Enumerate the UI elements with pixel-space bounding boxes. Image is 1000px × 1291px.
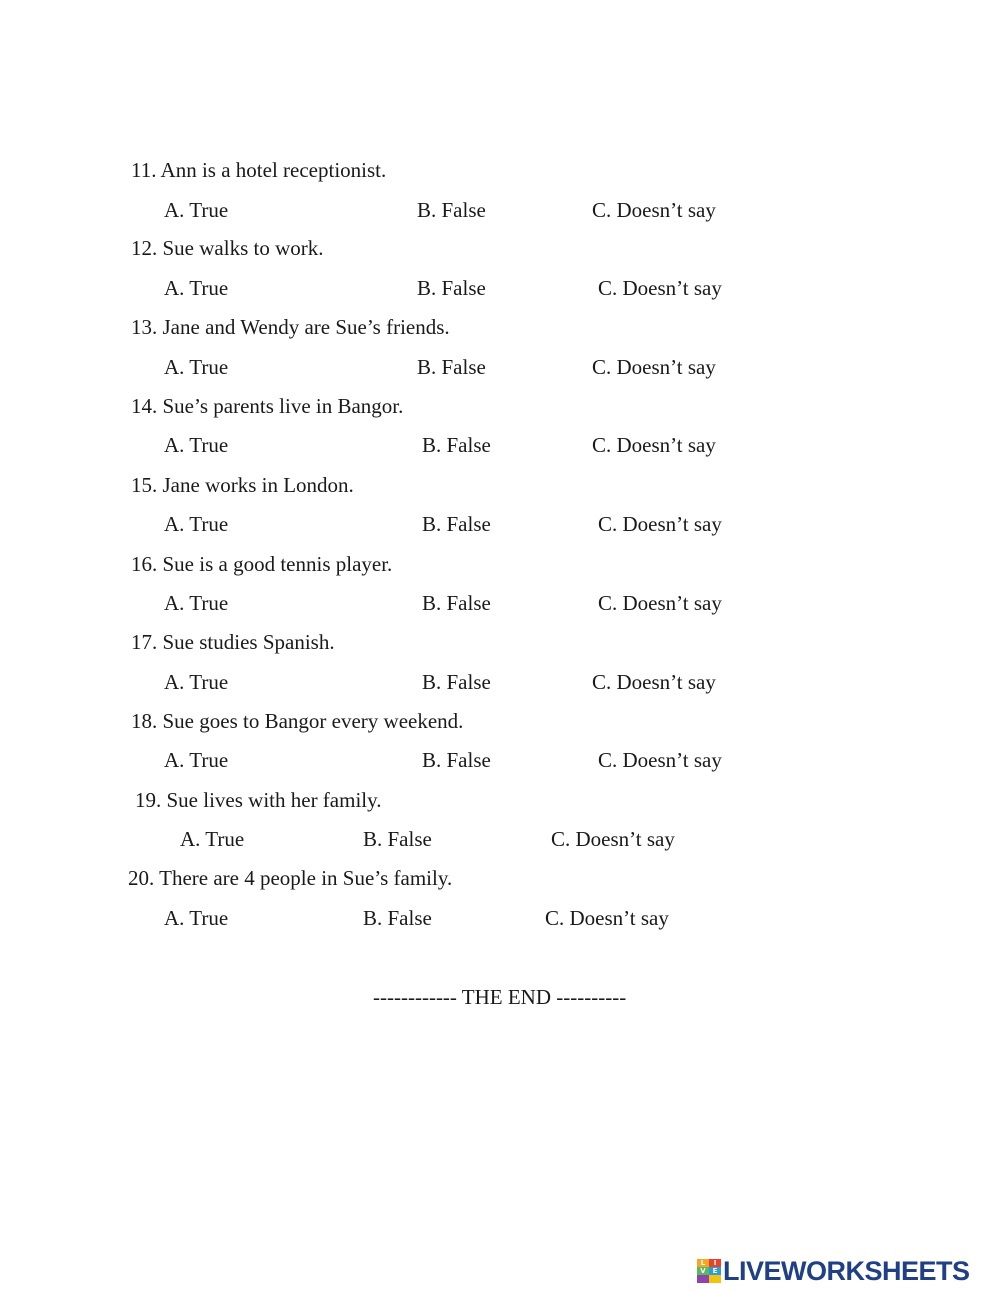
question-11-text: 11. Ann is a hotel receptionist.: [131, 158, 387, 182]
question-14-text: 14. Sue’s parents live in Bangor.: [131, 394, 404, 418]
end-marker: ------------ THE END ----------: [373, 985, 627, 1009]
question-20-option-a[interactable]: A. True: [164, 906, 229, 930]
question-15-option-a[interactable]: A. True: [164, 512, 229, 536]
question-17-option-b[interactable]: B. False: [422, 670, 491, 694]
question-16-option-c[interactable]: C. Doesn’t say: [598, 591, 722, 615]
question-18-text: 18. Sue goes to Bangor every weekend.: [131, 709, 464, 733]
question-13-option-c[interactable]: C. Doesn’t say: [592, 355, 716, 379]
question-15-option-c[interactable]: C. Doesn’t say: [598, 512, 722, 536]
question-15-text: 15. Jane works in London.: [131, 473, 354, 497]
question-13-option-a[interactable]: A. True: [164, 355, 229, 379]
question-12-option-b[interactable]: B. False: [417, 276, 486, 300]
question-17-option-c[interactable]: C. Doesn’t say: [592, 670, 716, 694]
question-20-option-b[interactable]: B. False: [363, 906, 432, 930]
question-14-option-c[interactable]: C. Doesn’t say: [592, 433, 716, 457]
question-18-option-c[interactable]: C. Doesn’t say: [598, 748, 722, 772]
question-16-text: 16. Sue is a good tennis player.: [131, 552, 393, 576]
question-18-option-b[interactable]: B. False: [422, 748, 491, 772]
liveworksheets-logo: [697, 1256, 970, 1286]
logo-wordmark: LIVEWORKSHEETS: [723, 1255, 970, 1286]
question-14-option-a[interactable]: A. True: [164, 433, 229, 457]
question-16-option-a[interactable]: A. True: [164, 591, 229, 615]
question-20-text: 20. There are 4 people in Sue’s family.: [128, 866, 453, 890]
logo-blocks-icon: L I V E: [697, 1259, 721, 1283]
question-11-option-b[interactable]: B. False: [417, 198, 486, 222]
question-11-option-c[interactable]: C. Doesn’t say: [592, 198, 716, 222]
question-13-text: 13. Jane and Wendy are Sue’s friends.: [131, 315, 450, 339]
question-12-text: 12. Sue walks to work.: [131, 236, 324, 260]
question-16-option-b[interactable]: B. False: [422, 591, 491, 615]
question-18-option-a[interactable]: A. True: [164, 748, 229, 772]
question-12-option-a[interactable]: A. True: [164, 276, 229, 300]
question-20-option-c[interactable]: C. Doesn’t say: [545, 906, 669, 930]
question-19-text: 19. Sue lives with her family.: [135, 788, 382, 812]
question-11-option-a[interactable]: A. True: [164, 198, 229, 222]
question-12-option-c[interactable]: C. Doesn’t say: [598, 276, 722, 300]
question-17-option-a[interactable]: A. True: [164, 670, 229, 694]
question-19-option-b[interactable]: B. False: [363, 827, 432, 851]
question-17-text: 17. Sue studies Spanish.: [131, 630, 335, 654]
question-13-option-b[interactable]: B. False: [417, 355, 486, 379]
question-14-option-b[interactable]: B. False: [422, 433, 491, 457]
question-19-option-a[interactable]: A. True: [180, 827, 245, 851]
question-15-option-b[interactable]: B. False: [422, 512, 491, 536]
question-19-option-c[interactable]: C. Doesn’t say: [551, 827, 675, 851]
